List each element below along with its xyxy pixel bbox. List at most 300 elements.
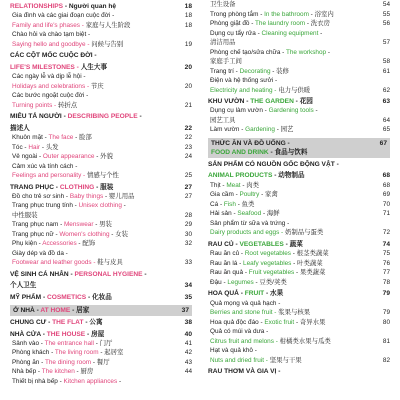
page-number: 70 bbox=[382, 200, 390, 208]
entry-chinese: 奶制品与蛋类 bbox=[284, 229, 324, 237]
page-number: 64 bbox=[382, 116, 390, 124]
entry-label: VỆ SINH CÁ NHÂN - bbox=[10, 270, 75, 278]
toc-entry-text bbox=[208, 19, 372, 29]
section-header-at-home[interactable] bbox=[10, 305, 192, 316]
toc-left-column bbox=[6, 0, 196, 400]
page-number: 41 bbox=[184, 339, 192, 347]
toc-entry[interactable] bbox=[10, 377, 192, 387]
page-number: 78 bbox=[382, 278, 390, 286]
entry-label: Family and life's phases - bbox=[12, 21, 86, 29]
entry-english: Women's clothing bbox=[59, 230, 110, 238]
entry-label: SẢN PHẨM CÓ NGUỒN GỐC ĐỘNG VẬT - bbox=[208, 160, 339, 168]
entry-chinese: 坚果与干果 bbox=[269, 356, 302, 364]
toc-entry-text bbox=[10, 183, 174, 192]
toc-entry[interactable] bbox=[208, 97, 390, 106]
entry-english: Legumes bbox=[227, 278, 254, 286]
toc-entry[interactable] bbox=[208, 0, 390, 10]
toc-entry[interactable] bbox=[208, 346, 390, 356]
entry-label: Cảm xúc và tính cách - bbox=[12, 162, 78, 170]
toc-entry-text bbox=[10, 239, 174, 249]
page-number: 24 bbox=[184, 153, 192, 161]
toc-entry[interactable] bbox=[208, 327, 390, 337]
toc-entry[interactable] bbox=[10, 339, 192, 349]
entry-chinese: 浆果与核果 bbox=[278, 309, 311, 317]
section-page-number: 37 bbox=[181, 307, 189, 315]
toc-entry-text bbox=[208, 67, 372, 77]
toc-entry-text bbox=[10, 230, 174, 240]
toc-right-list-2 bbox=[208, 160, 390, 377]
entry-label: CHUNG CƯ - bbox=[10, 319, 53, 327]
entry-chinese: - 男装 bbox=[93, 221, 112, 229]
entry-label: Quả mọng và quả hạch - bbox=[210, 299, 281, 307]
page-number: 82 bbox=[382, 356, 390, 364]
entry-chinese: 鞋与皮具 bbox=[97, 259, 123, 267]
toc-entry[interactable] bbox=[208, 86, 390, 96]
entry-chinese: 问候与告别 bbox=[91, 40, 124, 48]
toc-entry[interactable] bbox=[10, 192, 192, 202]
toc-entry[interactable] bbox=[208, 318, 390, 328]
toc-entry-text bbox=[10, 82, 174, 92]
entry-label: TRANG PHỤC - bbox=[10, 183, 60, 191]
entry-english: THE HOUSE bbox=[46, 330, 86, 338]
entry-label: Quả có múi và dưa - bbox=[210, 328, 269, 336]
entry-chinese: - 房屋 bbox=[85, 330, 105, 338]
page-number: 18 bbox=[184, 21, 192, 29]
toc-entry[interactable] bbox=[208, 219, 390, 229]
entry-chinese: - 根茎类蔬菜 bbox=[291, 250, 329, 258]
entry-label: Gia đình và các giai đoạn cuộc đời - bbox=[12, 12, 115, 20]
toc-entry-text bbox=[10, 339, 174, 349]
toc-entry[interactable] bbox=[208, 268, 390, 278]
toc-entry[interactable] bbox=[10, 133, 192, 143]
entry-english: The entrance hall bbox=[44, 339, 94, 347]
entry-english: COSMETICS bbox=[47, 293, 87, 301]
entry-label: Rau ăn lá - bbox=[210, 259, 244, 267]
entry-chinese: - 起居室 bbox=[98, 349, 124, 357]
page-number: 33 bbox=[184, 259, 192, 267]
page-number: 35 bbox=[184, 293, 192, 301]
toc-entry[interactable] bbox=[10, 21, 192, 31]
toc-left-list bbox=[10, 2, 192, 302]
entry-chinese: - 化妆品 bbox=[86, 293, 112, 301]
entry-label: Đậu - bbox=[210, 278, 228, 286]
entry-english: The kitchen bbox=[41, 368, 75, 376]
entry-chinese: - 鱼类 bbox=[235, 200, 255, 208]
toc-entry-text bbox=[208, 228, 372, 238]
entry-label: 个人卫生 bbox=[10, 282, 37, 290]
entry-english: Hair bbox=[28, 143, 41, 151]
toc-entry[interactable] bbox=[208, 249, 390, 259]
entry-label: Hạt và quả khô - bbox=[210, 347, 257, 355]
toc-entry-text bbox=[208, 259, 372, 269]
entry-english: PERSONAL HYGIENE bbox=[74, 270, 143, 278]
entry-chinese: - 家禽 bbox=[259, 191, 278, 199]
entry-english: Fish bbox=[223, 200, 236, 208]
toc-left-list-2 bbox=[10, 318, 192, 386]
toc-entry-text bbox=[10, 101, 174, 111]
entry-english: Fruit vegetables bbox=[248, 269, 295, 277]
toc-entry[interactable] bbox=[10, 91, 192, 101]
entry-label: Dụng cụ làm vườn - bbox=[210, 107, 269, 115]
entry-english: Exotic fruit bbox=[264, 318, 295, 326]
entry-label: Trang phục trung tính - bbox=[12, 202, 79, 210]
entry-label: KHU VƯỜN - bbox=[208, 98, 251, 105]
page-number: 58 bbox=[382, 58, 390, 65]
toc-entry-text bbox=[208, 116, 372, 126]
toc-entry[interactable] bbox=[10, 51, 192, 60]
toc-entry[interactable] bbox=[208, 106, 390, 116]
toc-entry[interactable] bbox=[10, 330, 192, 339]
entry-label: 描述人 bbox=[10, 124, 30, 132]
toc-entry-text bbox=[208, 181, 372, 191]
toc-entry-text bbox=[10, 192, 174, 202]
toc-entry[interactable] bbox=[208, 160, 390, 169]
entry-english: The living room bbox=[54, 349, 99, 357]
toc-entry-text bbox=[208, 337, 372, 347]
toc-entry[interactable] bbox=[10, 11, 192, 21]
toc-entry[interactable] bbox=[10, 101, 192, 111]
entry-english: VEGETABLES bbox=[239, 240, 284, 248]
entry-label: Saying hello and goodbye - bbox=[12, 40, 92, 48]
toc-entry[interactable] bbox=[10, 162, 192, 172]
page-number: 62 bbox=[382, 86, 390, 94]
entry-label: RELATIONSHIPS bbox=[10, 3, 63, 10]
toc-entry-text bbox=[208, 289, 372, 298]
toc-entry-text bbox=[10, 367, 174, 377]
entry-label: Trang phục nữ - bbox=[12, 230, 60, 238]
entry-label: Sảnh vào - bbox=[12, 339, 45, 347]
entry-english: The workshop bbox=[285, 48, 327, 56]
section-english: AT HOME bbox=[40, 307, 71, 315]
entry-label: Chào hỏi và chào tạm biệt - bbox=[12, 31, 91, 39]
entry-english: Gardening bbox=[245, 126, 275, 134]
page-number: 80 bbox=[382, 318, 390, 326]
entry-english: Kitchen appliances bbox=[63, 377, 118, 385]
entry-chinese: - 豆类/荚类 bbox=[253, 278, 287, 286]
entry-english: THE FLAT bbox=[52, 319, 84, 327]
toc-entry[interactable] bbox=[208, 299, 390, 309]
toc-entry[interactable] bbox=[10, 270, 192, 279]
entry-label: RAU CỦ - bbox=[208, 240, 240, 248]
toc-entry[interactable] bbox=[208, 190, 390, 200]
entry-label: Rau ăn củ - bbox=[210, 250, 245, 258]
entry-english: FRUIT bbox=[244, 290, 265, 298]
toc-entry-text bbox=[10, 133, 174, 143]
toc-entry-text bbox=[10, 112, 174, 121]
entry-chinese: - 水果 bbox=[264, 290, 284, 298]
toc-entry[interactable] bbox=[10, 30, 192, 40]
toc-entry[interactable] bbox=[208, 356, 390, 366]
entry-chinese: 人生大事 bbox=[80, 63, 108, 71]
toc-entry-text bbox=[10, 318, 174, 327]
page-number: 68 bbox=[382, 172, 390, 180]
page-number: 65 bbox=[382, 126, 390, 134]
entry-label: Hoa quả độc đáo - bbox=[210, 318, 265, 326]
entry-english: The dining room bbox=[44, 358, 92, 366]
entry-label: Dairy products and eggs - bbox=[210, 229, 285, 237]
toc-right-column bbox=[204, 0, 394, 400]
entry-chinese: - bbox=[121, 202, 126, 210]
entry-label: 家庭手工间 bbox=[210, 58, 242, 65]
entry-label: Turning points - bbox=[12, 101, 58, 109]
toc-entry[interactable] bbox=[208, 289, 390, 298]
page-number: 18 bbox=[184, 12, 192, 20]
entry-label: Hải sản - bbox=[210, 210, 238, 218]
entry-chinese: - 洗衣房 bbox=[305, 20, 330, 27]
toc-entry[interactable] bbox=[10, 239, 192, 249]
toc-entry[interactable] bbox=[10, 40, 192, 50]
entry-label: Phòng khách - bbox=[12, 349, 55, 357]
toc-entry[interactable] bbox=[208, 308, 390, 318]
toc-entry-text bbox=[208, 219, 372, 229]
entry-label: Các ngày lễ và dịp lễ hội - bbox=[12, 73, 86, 81]
entry-label: Làm vườn - bbox=[210, 126, 246, 134]
page-number: 18 bbox=[184, 3, 192, 10]
entry-label: Vẻ ngoài - bbox=[12, 153, 43, 161]
toc-entry[interactable] bbox=[10, 112, 192, 121]
page-number: 28 bbox=[184, 211, 192, 219]
entry-chinese: - 外貌 bbox=[94, 153, 113, 161]
entry-chinese: - 园艺 bbox=[274, 126, 294, 134]
entry-chinese: - bbox=[137, 113, 142, 121]
toc-entry-text bbox=[10, 220, 174, 230]
entry-chinese: - 婴儿用品 bbox=[103, 192, 135, 200]
toc-entry[interactable] bbox=[208, 116, 390, 126]
toc-entry[interactable] bbox=[208, 38, 390, 48]
page-number: 43 bbox=[184, 358, 192, 366]
toc-entry-text bbox=[208, 318, 372, 328]
toc-entry[interactable] bbox=[10, 220, 192, 230]
entry-label: RAU THƠM VÀ GIA VỊ - bbox=[208, 368, 281, 376]
entry-chinese: - 公寓 bbox=[83, 319, 103, 327]
entry-chinese: - 奇异水果 bbox=[294, 318, 326, 326]
toc-entry[interactable] bbox=[10, 211, 192, 221]
entry-english: Outer appearance bbox=[42, 153, 95, 161]
toc-entry[interactable] bbox=[10, 183, 192, 192]
entry-label: 卫生设备 bbox=[210, 1, 236, 8]
toc-entry-text bbox=[10, 358, 174, 368]
entry-english: Root vegetables bbox=[244, 250, 291, 258]
page-number: 27 bbox=[184, 183, 192, 191]
entry-chinese: - 脸部 bbox=[73, 134, 92, 142]
toc-entry-text bbox=[208, 367, 372, 376]
entry-chinese: - 门厅 bbox=[93, 339, 113, 347]
entry-label: Thịt - bbox=[210, 181, 227, 189]
toc-entry[interactable] bbox=[10, 318, 192, 327]
toc-entry[interactable] bbox=[10, 367, 192, 377]
entry-english: Baby things bbox=[69, 192, 104, 200]
page-number: 72 bbox=[382, 229, 390, 237]
toc-entry[interactable] bbox=[10, 171, 192, 181]
entry-label: Citrus fruit and melons - bbox=[210, 337, 280, 345]
toc-entry-text bbox=[208, 346, 372, 356]
entry-english: The laundry room bbox=[255, 20, 306, 27]
toc-entry[interactable] bbox=[10, 82, 192, 92]
page-number: 19 bbox=[184, 40, 192, 48]
page-number: 68 bbox=[382, 181, 390, 189]
entry-chinese: - bbox=[142, 270, 147, 278]
entry-label: Holidays and celebrations - bbox=[12, 82, 91, 90]
entry-label: MIÊU TẢ NGƯỜI - bbox=[10, 113, 68, 121]
toc-entry[interactable] bbox=[10, 72, 192, 82]
entry-chinese: - 果类蔬菜 bbox=[294, 269, 326, 277]
toc-right-list bbox=[208, 0, 390, 135]
page-number: 40 bbox=[184, 330, 192, 338]
entry-label: Sản phẩm từ sữa và trứng - bbox=[210, 219, 290, 227]
entry-chinese: 柑橘类水果与瓜类 bbox=[279, 337, 331, 345]
toc-entry[interactable] bbox=[10, 249, 192, 259]
entry-chinese: - 配饰 bbox=[76, 240, 96, 248]
toc-entry-text bbox=[10, 11, 174, 21]
entry-label: Trang trí - bbox=[210, 67, 240, 75]
page-number: 76 bbox=[382, 259, 390, 267]
entry-chinese: - 蔬菜 bbox=[283, 240, 303, 248]
entry-chinese: - 厨房 bbox=[74, 368, 94, 376]
toc-entry[interactable] bbox=[208, 367, 390, 376]
toc-entry-text bbox=[10, 348, 174, 358]
section-english: FOOD AND DRINK bbox=[211, 148, 269, 156]
entry-chinese: - 头发 bbox=[40, 143, 59, 151]
toc-entry[interactable] bbox=[208, 181, 390, 191]
entry-chinese: - 浴室内 bbox=[308, 10, 334, 18]
toc-entry[interactable] bbox=[208, 48, 390, 58]
entry-english: Leafy vegetables bbox=[243, 259, 292, 267]
toc-entry-text bbox=[208, 10, 372, 20]
entry-chinese: - 女装 bbox=[109, 230, 128, 238]
toc-entry[interactable] bbox=[208, 259, 390, 269]
section-label: THỨC ĂN VÀ ĐỒ UỐNG - bbox=[211, 139, 290, 147]
entry-label: 清洁用品 bbox=[210, 39, 236, 46]
toc-entry[interactable] bbox=[208, 19, 390, 29]
toc-entry[interactable] bbox=[10, 358, 192, 368]
toc-entry[interactable] bbox=[10, 348, 192, 358]
toc-entry[interactable] bbox=[10, 293, 192, 302]
toc-entry-text bbox=[208, 240, 372, 249]
toc-entry-text bbox=[10, 72, 174, 82]
toc-entry-text bbox=[10, 270, 174, 279]
page-number: 74 bbox=[382, 240, 390, 248]
toc-entry[interactable] bbox=[208, 10, 390, 20]
entry-label: 园艺工具 bbox=[210, 116, 236, 124]
entry-chinese: - 服装 bbox=[94, 183, 114, 191]
entry-label: CÁC CỘT MỐC CUỘC ĐỜI - bbox=[10, 52, 97, 60]
toc-entry[interactable] bbox=[208, 57, 390, 67]
toc-entry[interactable] bbox=[208, 200, 390, 210]
toc-entry-text bbox=[208, 125, 372, 135]
section-header-food-and-drink[interactable] bbox=[208, 138, 390, 158]
toc-entry-text bbox=[208, 308, 372, 318]
section-chinese: - 居家 bbox=[70, 307, 90, 315]
page-number: 22 bbox=[184, 134, 192, 142]
entry-english: The face bbox=[48, 134, 74, 142]
entry-english: Decorating bbox=[239, 67, 271, 75]
toc-entry[interactable] bbox=[10, 63, 192, 72]
entry-label: Các bước ngoặt cuộc đời - bbox=[12, 92, 89, 100]
toc-entry-text bbox=[10, 249, 174, 259]
entry-chinese: - 装修 bbox=[270, 67, 289, 75]
toc-entry[interactable] bbox=[10, 201, 192, 211]
entry-chinese: 转折点 bbox=[57, 101, 78, 109]
entry-chinese: - 肉类 bbox=[240, 181, 260, 189]
toc-entry[interactable] bbox=[10, 152, 192, 162]
entry-label: HOA QUẢ - bbox=[208, 290, 245, 298]
toc-entry[interactable] bbox=[208, 337, 390, 347]
toc-entry-text bbox=[208, 249, 372, 259]
toc-entry[interactable] bbox=[10, 2, 192, 11]
page-number: 63 bbox=[382, 98, 390, 105]
entry-english: Accessories bbox=[42, 240, 77, 248]
toc-entry[interactable] bbox=[208, 240, 390, 249]
entry-english: Unisex clothing bbox=[78, 202, 122, 210]
toc-entry[interactable] bbox=[208, 67, 390, 77]
toc-entry[interactable] bbox=[10, 258, 192, 268]
toc-entry-text bbox=[208, 106, 372, 116]
toc-entry-text bbox=[10, 377, 174, 387]
entry-label: Nhà bếp - bbox=[12, 368, 42, 376]
page-number: 32 bbox=[184, 240, 192, 248]
toc-entry-text bbox=[208, 209, 372, 219]
toc-entry[interactable] bbox=[10, 230, 192, 240]
entry-label: Đồ cho trẻ sơ sinh - bbox=[12, 192, 70, 200]
entry-label: Khuôn mặt - bbox=[12, 134, 49, 142]
entry-chinese: 情感与个性 bbox=[86, 172, 119, 180]
page-number: 20 bbox=[184, 63, 192, 71]
entry-english: CLOTHING bbox=[59, 183, 95, 191]
toc-entry[interactable] bbox=[10, 143, 192, 153]
entry-english: Cleaning equipment bbox=[261, 29, 319, 37]
page-number: 27 bbox=[184, 192, 192, 200]
section-title bbox=[13, 306, 171, 315]
entry-label: Feelings and personality - bbox=[12, 172, 87, 180]
page-number: 34 bbox=[184, 282, 192, 290]
toc-entry-text bbox=[10, 63, 174, 72]
entry-chinese: - bbox=[117, 377, 122, 385]
toc-entry-text bbox=[208, 200, 372, 210]
toc-entry-text bbox=[208, 278, 372, 288]
toc-entry[interactable] bbox=[10, 124, 192, 133]
toc-entry[interactable] bbox=[208, 171, 390, 180]
entry-label: LIFE'S MILESTONES - bbox=[10, 63, 81, 71]
toc-entry[interactable] bbox=[208, 76, 390, 86]
page-number: 20 bbox=[184, 82, 192, 90]
toc-entry[interactable] bbox=[10, 281, 192, 290]
toc-entry-text bbox=[208, 160, 372, 169]
toc-entry[interactable] bbox=[208, 125, 390, 135]
entry-english: Gardening tools bbox=[268, 107, 314, 115]
page-number: 42 bbox=[184, 349, 192, 357]
toc-entry-text bbox=[208, 76, 372, 86]
toc-entry-text bbox=[10, 30, 174, 40]
page-number: 25 bbox=[184, 172, 192, 180]
page-number: 81 bbox=[382, 337, 390, 345]
toc-entry[interactable] bbox=[208, 209, 390, 219]
toc-entry-text bbox=[10, 258, 174, 268]
entry-chinese: 家庭与人生阶段 bbox=[85, 21, 131, 29]
toc-entry[interactable] bbox=[208, 228, 390, 238]
entry-label: Tóc - bbox=[12, 143, 29, 151]
toc-entry-text bbox=[10, 152, 174, 162]
toc-entry-text bbox=[10, 91, 174, 101]
page-number: 79 bbox=[382, 309, 390, 317]
page-number: 44 bbox=[184, 368, 192, 376]
toc-entry[interactable] bbox=[208, 29, 390, 39]
toc-entry-text bbox=[10, 211, 174, 221]
entry-label: Gia cầm - bbox=[210, 191, 240, 199]
page-number: 79 bbox=[382, 290, 390, 298]
toc-entry[interactable] bbox=[208, 278, 390, 288]
entry-chinese: - 动物制品 bbox=[272, 172, 305, 180]
entry-label: Rau ăn quả - bbox=[210, 269, 249, 277]
